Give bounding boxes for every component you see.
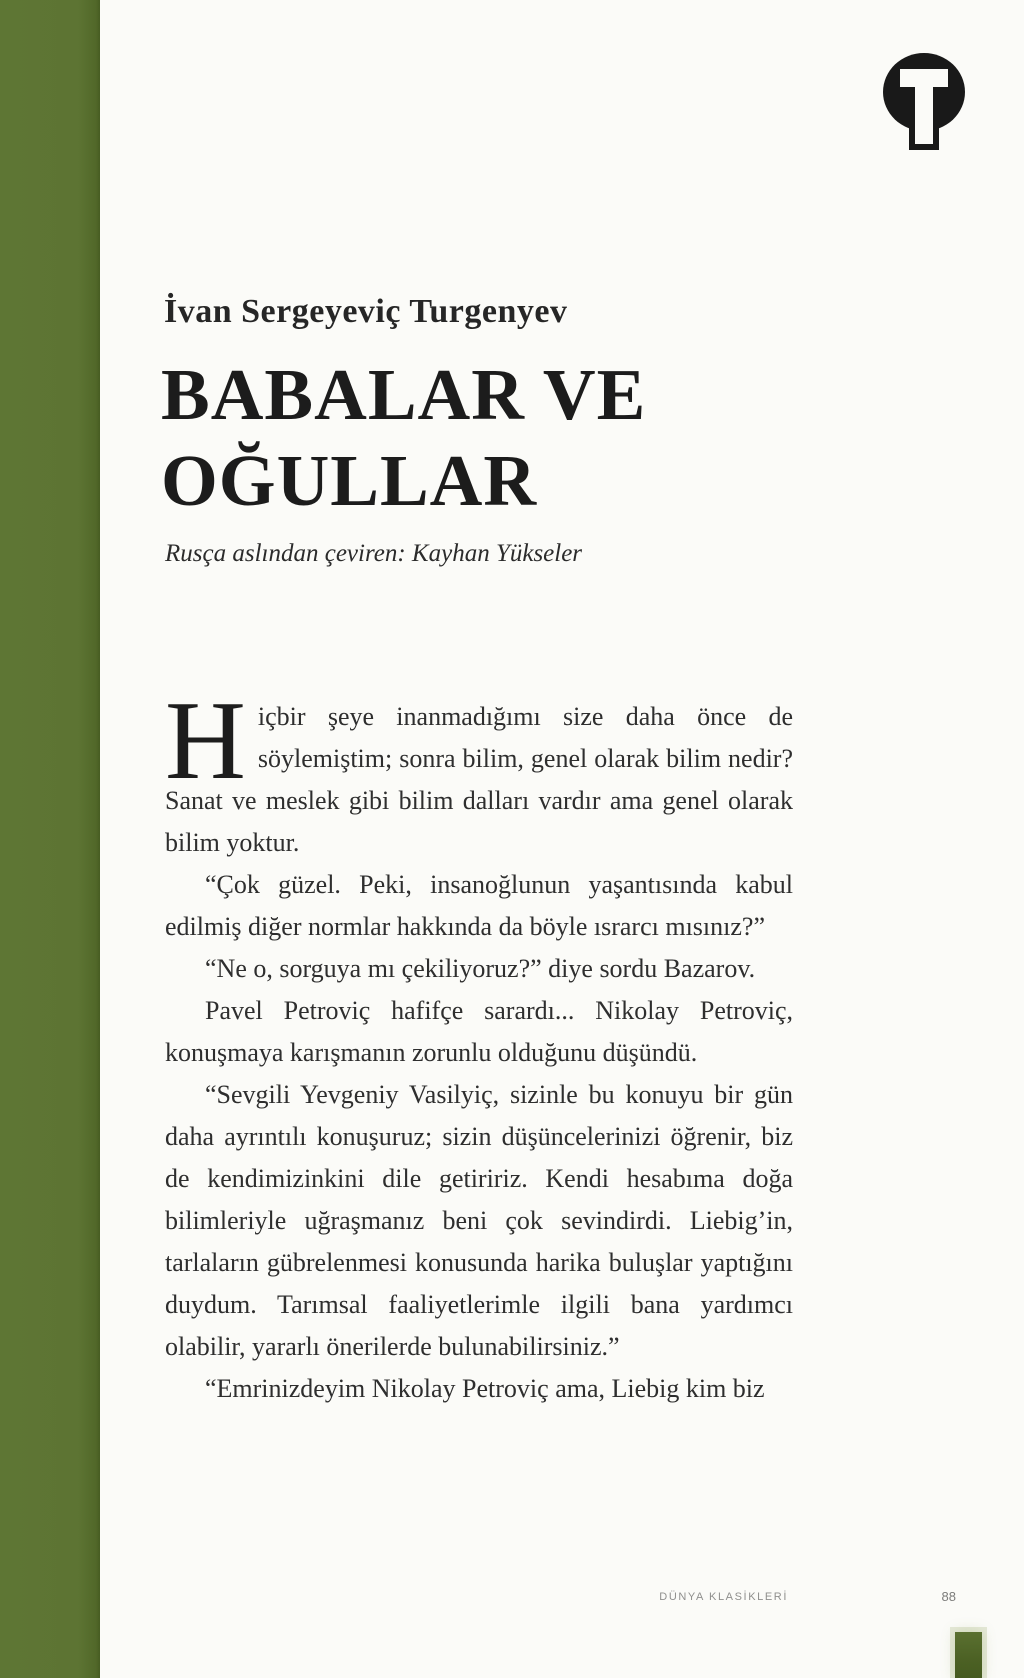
left-accent-stripe [0,0,100,1678]
translator-credit: Rusça aslından çeviren: Kayhan Yükseler [165,540,583,567]
body-paragraph: Hiçbir şeye inanmadığımı size daha önce de söylemiştim; sonra bilim, genel olarak bilim nedir? Sanat ve meslek gibi bilim dalları vardır ama genel olarak bilim yoktur. [165,679,793,857]
body-paragraph: “Ne o, sorguya mı çekiliyoruz?” diye sordu Bazarov. [205,954,756,983]
author-name: İvan Sergeyeviç Turgenyev [164,293,568,330]
book-title [161,352,646,524]
page-number: 88 [941,1589,956,1604]
body-paragraph: “Çok güzel. Peki, insanoğlunun yaşantısında kabul edilmiş diğer normlar hakkında da böyle ısrarcı mısınız?” [165,870,793,941]
body-text [165,679,793,1410]
drop-cap: H [165,679,246,803]
publisher-t-logo-icon [882,52,966,152]
body-paragraph: “Sevgili Yevgeniy Vasilyiç, sizinle bu konuyu bir gün daha ayrıntılı konuşuruz; sizin düşüncelerinizi öğrenir, biz de kendimizinkini dile getiririz. Kendi hesabıma doğa bilimleriyle uğraşmanız beni çok sevindirdi. Liebig’in, tarlaların gübrelenmesi konusunda harika buluşlar yaptığını duydum. Tarımsal faaliyetlerimle ilgili bana yardımcı olabilir, yararlı önerilerde bulunabilirsiniz.” [165,1080,793,1361]
body-paragraph: Pavel Petroviç hafifçe sarardı... Nikolay Petroviç, konuşmaya karışmanın zorunlu olduğunu düşündü. [165,996,793,1067]
corner-green-tab [955,1632,982,1678]
body-paragraph: “Emrinizdeyim Nikolay Petroviç ama, Liebig kim biz [205,1374,765,1403]
series-label: DÜNYA KLASİKLERİ [659,1591,788,1603]
book-title-line2: OĞULLAR [161,440,538,521]
book-title-line1: BABALAR VE [161,354,647,435]
